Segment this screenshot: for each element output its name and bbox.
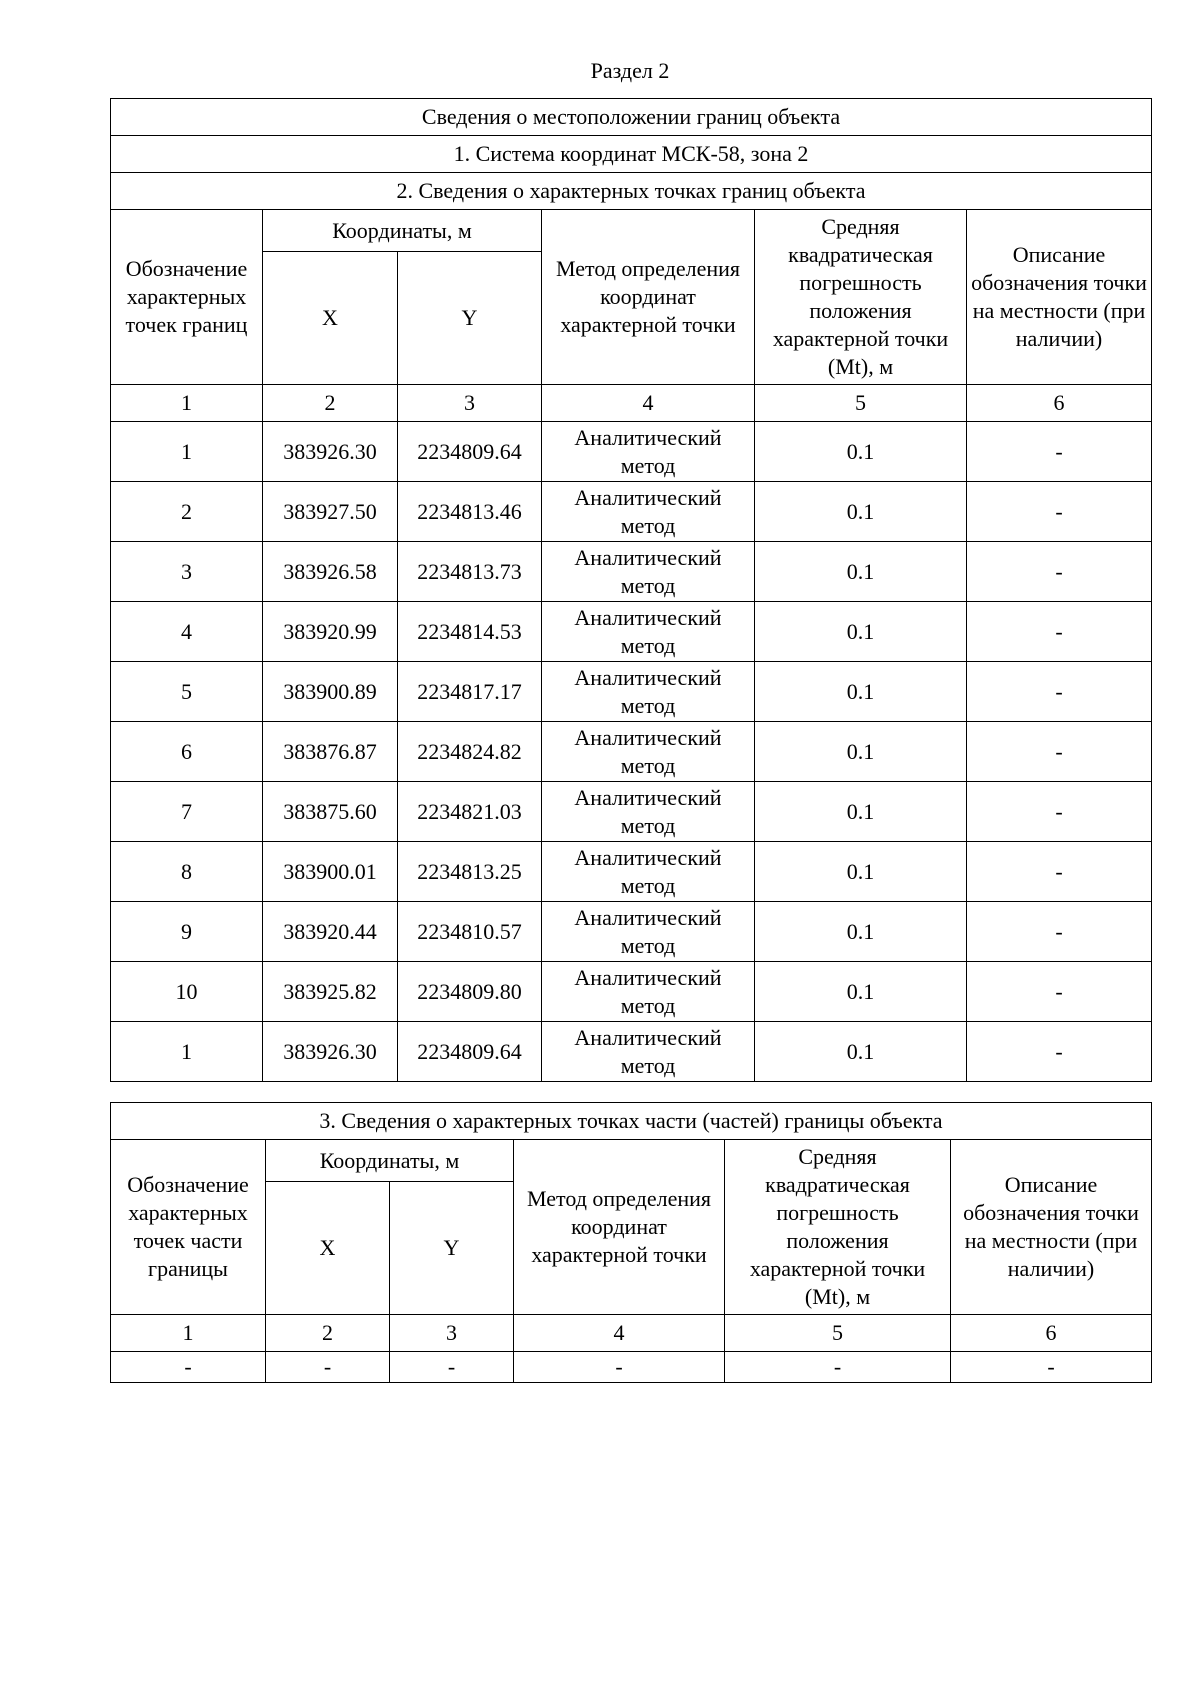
table-row	[111, 482, 1152, 542]
cell-x: 383926.30	[263, 1022, 398, 1082]
cell-description: -	[967, 722, 1152, 782]
cell-y: 2234809.80	[398, 962, 542, 1022]
table-row	[111, 842, 1152, 902]
cell-y: 2234814.53	[398, 602, 542, 662]
cell-mt: 0.1	[755, 902, 967, 962]
cell-point: 5	[111, 662, 263, 722]
cell-description: -	[967, 962, 1152, 1022]
cell-x: 383876.87	[263, 722, 398, 782]
cell-mt: 0.1	[755, 422, 967, 482]
cell-method: Аналитический метод	[542, 1022, 755, 1082]
cell-x: 383900.89	[263, 662, 398, 722]
cell-y: 2234813.46	[398, 482, 542, 542]
cell-description: -	[967, 422, 1152, 482]
cell-y: 2234821.03	[398, 782, 542, 842]
table-row	[111, 662, 1152, 722]
header-error: Средняя квадратическая погрешность положения характерной точки (Mt), м	[755, 210, 967, 385]
cell-x: -	[266, 1352, 390, 1383]
table-subtitle: 3. Сведения о характерных точках части (частей) границы объекта	[111, 1103, 1152, 1140]
cell-y: 2234817.17	[398, 662, 542, 722]
cell-x: 383925.82	[263, 962, 398, 1022]
cell-mt: 0.1	[755, 842, 967, 902]
cell-y: 2234813.73	[398, 542, 542, 602]
table-row	[111, 782, 1152, 842]
part-boundary-points-table	[110, 1102, 1152, 1383]
col-index: 5	[755, 385, 967, 422]
cell-y: 2234809.64	[398, 422, 542, 482]
table-row	[111, 902, 1152, 962]
table-row	[111, 1352, 1152, 1383]
header-description: Описание обозначения точки на местности (при наличии)	[967, 210, 1152, 385]
cell-x: 383926.30	[263, 422, 398, 482]
cell-x: 383927.50	[263, 482, 398, 542]
cell-x: 383920.44	[263, 902, 398, 962]
cell-mt: -	[725, 1352, 951, 1383]
header-x: X	[263, 252, 398, 385]
cell-method: Аналитический метод	[542, 722, 755, 782]
cell-description: -	[967, 1022, 1152, 1082]
cell-method: Аналитический метод	[542, 422, 755, 482]
table-title: Сведения о местоположении границ объекта	[111, 99, 1152, 136]
cell-method: Аналитический метод	[542, 662, 755, 722]
col-index: 1	[111, 1315, 266, 1352]
cell-point: 10	[111, 962, 263, 1022]
coord-system: 1. Система координат МСК-58, зона 2	[111, 136, 1152, 173]
header-method: Метод определения координат характерной точки	[542, 210, 755, 385]
cell-mt: 0.1	[755, 662, 967, 722]
cell-point: 7	[111, 782, 263, 842]
cell-description: -	[967, 602, 1152, 662]
col-index: 3	[390, 1315, 514, 1352]
cell-point: 4	[111, 602, 263, 662]
cell-point: 3	[111, 542, 263, 602]
cell-y: 2234810.57	[398, 902, 542, 962]
cell-x: 383875.60	[263, 782, 398, 842]
cell-point: 6	[111, 722, 263, 782]
cell-point: 1	[111, 422, 263, 482]
header-coords: Координаты, м	[263, 210, 542, 252]
col-index: 5	[725, 1315, 951, 1352]
header-error: Средняя квадратическая погрешность положения характерной точки (Mt), м	[725, 1140, 951, 1315]
header-method: Метод определения координат характерной точки	[514, 1140, 725, 1315]
cell-point: 2	[111, 482, 263, 542]
cell-mt: 0.1	[755, 962, 967, 1022]
cell-x: 383900.01	[263, 842, 398, 902]
col-index: 3	[398, 385, 542, 422]
cell-description: -	[951, 1352, 1152, 1383]
header-y: Y	[398, 252, 542, 385]
table-row	[111, 722, 1152, 782]
header-y: Y	[390, 1182, 514, 1315]
cell-y: 2234813.25	[398, 842, 542, 902]
header-description: Описание обозначения точки на местности (при наличии)	[951, 1140, 1152, 1315]
cell-point: 1	[111, 1022, 263, 1082]
boundary-points-table	[110, 98, 1152, 1082]
cell-mt: 0.1	[755, 782, 967, 842]
cell-method: Аналитический метод	[542, 542, 755, 602]
col-index: 6	[951, 1315, 1152, 1352]
cell-y: 2234824.82	[398, 722, 542, 782]
cell-description: -	[967, 902, 1152, 962]
cell-mt: 0.1	[755, 482, 967, 542]
column-index-row	[111, 1315, 1152, 1352]
col-index: 4	[514, 1315, 725, 1352]
cell-point: 8	[111, 842, 263, 902]
table-row	[111, 542, 1152, 602]
cell-x: 383926.58	[263, 542, 398, 602]
cell-method: Аналитический метод	[542, 842, 755, 902]
table-row	[111, 962, 1152, 1022]
col-index: 4	[542, 385, 755, 422]
cell-description: -	[967, 482, 1152, 542]
cell-mt: 0.1	[755, 602, 967, 662]
table-row	[111, 422, 1152, 482]
cell-mt: 0.1	[755, 1022, 967, 1082]
cell-method: Аналитический метод	[542, 602, 755, 662]
cell-method: Аналитический метод	[542, 482, 755, 542]
cell-y: -	[390, 1352, 514, 1383]
cell-point: -	[111, 1352, 266, 1383]
table-row	[111, 1022, 1152, 1082]
cell-mt: 0.1	[755, 722, 967, 782]
table-subtitle: 2. Сведения о характерных точках границ объекта	[111, 173, 1152, 210]
header-designation: Обозначение характерных точек части границы	[111, 1140, 266, 1315]
cell-mt: 0.1	[755, 542, 967, 602]
section-label: Раздел 2	[590, 58, 670, 83]
table-row	[111, 602, 1152, 662]
cell-method: Аналитический метод	[542, 902, 755, 962]
cell-description: -	[967, 782, 1152, 842]
cell-description: -	[967, 542, 1152, 602]
column-index-row	[111, 385, 1152, 422]
cell-method: -	[514, 1352, 725, 1383]
header-x: X	[266, 1182, 390, 1315]
col-index: 1	[111, 385, 263, 422]
col-index: 2	[266, 1315, 390, 1352]
cell-point: 9	[111, 902, 263, 962]
cell-description: -	[967, 842, 1152, 902]
header-coords: Координаты, м	[266, 1140, 514, 1182]
cell-description: -	[967, 662, 1152, 722]
header-designation: Обозначение характерных точек границ	[111, 210, 263, 385]
cell-x: 383920.99	[263, 602, 398, 662]
cell-method: Аналитический метод	[542, 962, 755, 1022]
cell-method: Аналитический метод	[542, 782, 755, 842]
col-index: 6	[967, 385, 1152, 422]
cell-y: 2234809.64	[398, 1022, 542, 1082]
col-index: 2	[263, 385, 398, 422]
